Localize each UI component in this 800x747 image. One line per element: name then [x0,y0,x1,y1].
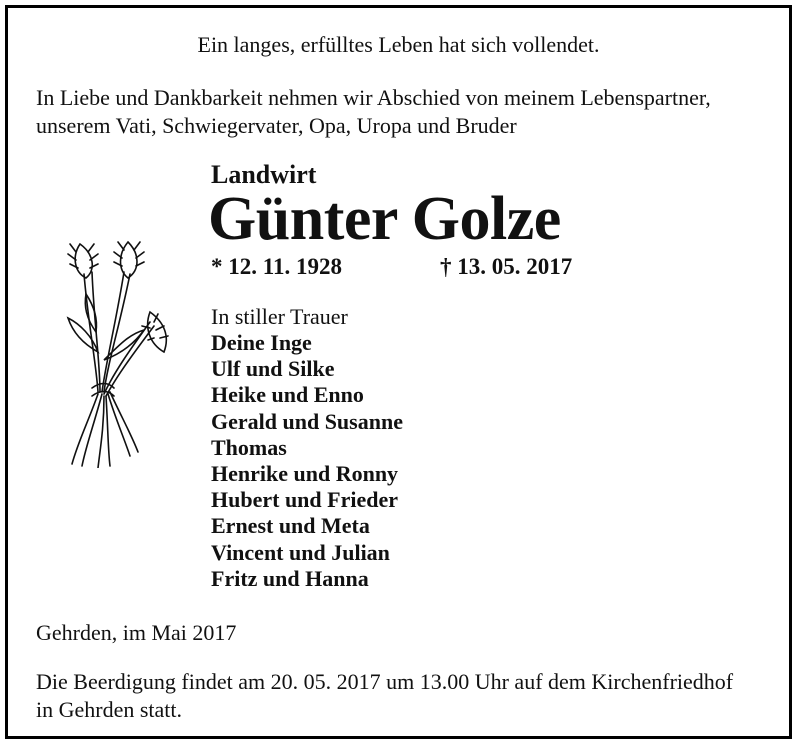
farewell-line: In Liebe und Dankbarkeit nehmen wir Abschied von meinem Lebenspartner, [36,85,711,110]
place-date: Gehrden, im Mai 2017 [36,620,237,645]
funeral-info [36,668,733,724]
mourners-list [211,330,403,592]
list-item: Deine Inge [211,330,312,355]
farewell-text [36,84,711,140]
intro-line: Ein langes, erfülltes Leben hat sich vollendet. [197,32,600,57]
list-item: Ulf und Silke [211,356,335,382]
obituary-notice [5,5,792,739]
list-item: Hubert und Frieder [211,487,398,513]
list-item: Gerald und Susanne [211,408,403,434]
list-item: Ernest und Meta [211,513,370,539]
list-item: Vincent und Julian [211,539,390,565]
occupation: Landwirt [211,160,317,189]
farewell-line: unserem Vati, Schwiegervater, Opa, Uropa und Bruder [36,113,517,138]
death-date: † 13. 05. 2017 [440,254,573,279]
wheat-sheaf-icon [58,232,176,468]
list-item: Henrike und Ronny [211,461,399,487]
list-item: Thomas [211,434,287,460]
deceased-name: Günter Golze [208,185,561,253]
funeral-line: in Gehrden statt. [36,697,183,722]
funeral-line: Die Beerdigung findet am 20. 05. 2017 um 13.00 Uhr auf dem Kirchenfriedhof [36,669,734,694]
list-item: Fritz und Hanna [211,565,369,591]
mourning-label: In stiller Trauer [211,304,348,329]
birth-date: * 12. 11. 1928 [211,254,342,279]
list-item: Heike und Enno [211,382,364,408]
